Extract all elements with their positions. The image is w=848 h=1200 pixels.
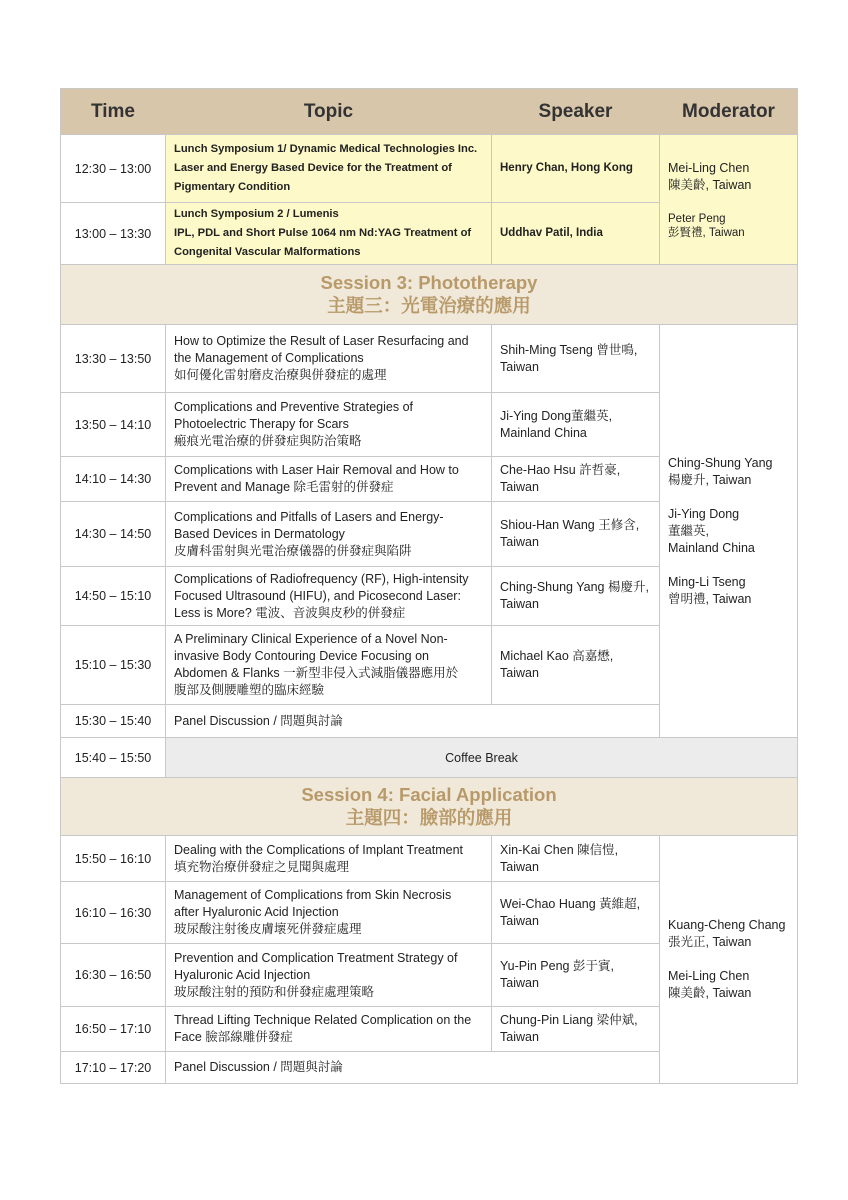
topic-line: Based Devices in Dermatology <box>174 526 345 541</box>
speaker-name: Ji-Ying Dong董繼英, <box>500 408 613 423</box>
header-time: Time <box>61 89 166 135</box>
session-title-zh: 主題四：臉部的應用 <box>345 806 513 828</box>
moderator-name: Ching-Shung Yang <box>668 455 773 470</box>
moderator-name: Kuang-Cheng Chang <box>668 918 786 932</box>
moderator-name: Peter Peng <box>668 212 726 225</box>
topic-cell <box>166 203 492 265</box>
session-title-zh: 主題三：光電治療的應用 <box>327 294 531 316</box>
speaker-cell <box>492 882 660 944</box>
topic-line: A Preliminary Clinical Experience of a Novel Non- <box>174 632 448 646</box>
moderator-name: Mei-Ling Chen <box>668 160 750 175</box>
header-row <box>61 89 798 135</box>
coffee-break-row <box>61 738 798 778</box>
time-cell: 16:10 – 16:30 <box>61 882 166 944</box>
speaker-region: Taiwan <box>500 666 539 680</box>
moderator-cell <box>660 836 798 1084</box>
topic-cell: Panel Discussion / 問題與討論 <box>166 1052 660 1084</box>
moderator-affiliation: 陳美齡, Taiwan <box>668 986 752 1000</box>
topic-line: Hyaluronic Acid Injection <box>174 967 311 982</box>
topic-line: Lunch Symposium 1/ Dynamic Medical Technologies Inc. <box>174 143 478 155</box>
speaker-name: Yu-Pin Peng 彭于賓, <box>500 959 614 973</box>
moderator-affiliation: 彭賢禮, Taiwan <box>668 226 745 239</box>
topic-line: Lunch Symposium 2 / Lumenis <box>174 208 339 220</box>
speaker-name: Xin-Kai Chen 陳信愷, <box>500 842 619 857</box>
topic-line: 玻尿酸注射的預防和併發症處理策略 <box>174 984 375 999</box>
table-row <box>61 325 798 393</box>
session-band <box>61 778 798 836</box>
time-cell: 17:10 – 17:20 <box>61 1052 166 1084</box>
topic-line: Abdomen & Flanks 一新型非侵入式減脂儀器應用於 <box>174 666 459 680</box>
speaker-region: Taiwan <box>500 359 539 374</box>
moderator-entry <box>668 506 789 557</box>
topic-line: the Management of Complications <box>174 351 364 365</box>
topic-line: Dealing with the Complications of Implant Treatment <box>174 842 464 857</box>
table-row <box>61 836 798 882</box>
topic-line: Management of Complications from Skin Necrosis <box>174 888 452 902</box>
topic-line: Face 臉部線雕併發症 <box>174 1030 293 1044</box>
topic-line: Thread Lifting Technique Related Complication on the <box>174 1013 472 1027</box>
speaker-region: Mainland China <box>500 425 587 440</box>
speaker-cell <box>492 1007 660 1052</box>
speaker-name: Shih-Ming Tseng 曾世鳴, <box>500 342 638 357</box>
moderator-affiliation: 張光正, Taiwan <box>668 935 752 949</box>
topic-line: Complications with Laser Hair Removal and How to <box>174 463 459 477</box>
moderator-entry <box>668 917 789 951</box>
topic-cell <box>166 567 492 626</box>
topic-line: Prevent and Manage 除毛雷射的併發症 <box>174 480 394 494</box>
speaker-name: Michael Kao 高嘉懋, <box>500 649 614 663</box>
speaker-name: Che-Hao Hsu 許哲豪, <box>500 463 621 477</box>
moderator-name: Ji-Ying Dong <box>668 506 740 521</box>
topic-cell <box>166 393 492 457</box>
table-row <box>61 135 798 203</box>
topic-cell <box>166 135 492 203</box>
moderator-entry <box>668 455 789 489</box>
schedule-table <box>60 88 798 1084</box>
speaker-name: Shiou-Han Wang 王修含, <box>500 518 640 532</box>
speaker-cell <box>492 393 660 457</box>
topic-line: Focused Ultrasound (HIFU), and Picosecond Laser: <box>174 588 461 603</box>
topic-line: IPL, PDL and Short Pulse 1064 nm Nd:YAG Treatment of <box>174 227 472 239</box>
topic-cell <box>166 1007 492 1052</box>
moderator-affiliation: 董繼英, <box>668 523 709 538</box>
topic-line: How to Optimize the Result of Laser Resurfacing and <box>174 334 469 348</box>
moderator-name: Ming-Li Tseng <box>668 574 746 589</box>
topic-cell <box>166 502 492 567</box>
speaker-name: Chung-Pin Liang 梁仲斌, <box>500 1013 638 1027</box>
header-speaker: Speaker <box>492 89 660 135</box>
time-cell: 13:50 – 14:10 <box>61 393 166 457</box>
speaker-cell <box>492 567 660 626</box>
speaker-cell: Uddhav Patil, India <box>492 203 660 265</box>
speaker-cell <box>492 325 660 393</box>
session-title-en: Session 3: Phototherapy <box>320 271 538 293</box>
topic-line: invasive Body Contouring Device Focusing on <box>174 649 429 663</box>
topic-line: Congenital Vascular Malformations <box>174 246 361 258</box>
time-cell: 13:00 – 13:30 <box>61 203 166 265</box>
header-moderator: Moderator <box>660 89 798 135</box>
speaker-cell <box>492 502 660 567</box>
topic-line: 玻尿酸注射後皮膚壞死併發症處理 <box>174 922 362 936</box>
speaker-region: Taiwan <box>500 976 539 990</box>
moderator-affiliation: 楊慶升, Taiwan <box>668 472 752 487</box>
topic-line: Complications of Radiofrequency (RF), High-intensity <box>174 571 469 586</box>
speaker-cell <box>492 944 660 1007</box>
topic-cell <box>166 626 492 705</box>
time-cell: 15:40 – 15:50 <box>61 738 166 778</box>
time-cell: 15:30 – 15:40 <box>61 705 166 738</box>
speaker-cell: Henry Chan, Hong Kong <box>492 135 660 203</box>
speaker-cell <box>492 836 660 882</box>
topic-line: 皮膚科雷射與光電治療儀器的併發症與陷阱 <box>174 543 412 558</box>
topic-line: Prevention and Complication Treatment Strategy of <box>174 950 458 965</box>
session-title-cell <box>61 778 798 836</box>
header-topic: Topic <box>166 89 492 135</box>
time-cell: 14:10 – 14:30 <box>61 457 166 502</box>
moderator-affiliation: 陳美齡, Taiwan <box>668 177 752 192</box>
moderator-affiliation: 曾明禮, Taiwan <box>668 591 752 606</box>
topic-cell <box>166 882 492 944</box>
speaker-name: Wei-Chao Huang 黃維超, <box>500 896 641 911</box>
topic-line: Complications and Pitfalls of Lasers and Energy- <box>174 509 444 524</box>
topic-cell <box>166 457 492 502</box>
speaker-region: Taiwan <box>500 597 539 611</box>
speaker-region: Taiwan <box>500 1030 539 1044</box>
topic-line: 填充物治療併發症之見聞與處理 <box>174 859 350 874</box>
topic-line: Complications and Preventive Strategies of <box>174 400 414 414</box>
topic-cell <box>166 836 492 882</box>
moderator-entry <box>668 968 789 1002</box>
moderator-name: Mei-Ling Chen <box>668 969 750 983</box>
session-band <box>61 265 798 325</box>
topic-line: Photoelectric Therapy for Scars <box>174 417 349 431</box>
speaker-region: Taiwan <box>500 913 539 928</box>
topic-line: 瘢痕光電治療的併發症與防治策略 <box>174 434 362 448</box>
topic-line: 如何優化雷射磨皮治療與併發症的處理 <box>174 368 387 382</box>
topic-line: 腹部及側腰雕塑的臨床經驗 <box>174 683 325 697</box>
topic-line: Laser and Energy Based Device for the Treatment of <box>174 162 452 174</box>
topic-cell: Panel Discussion / 問題與討論 <box>166 705 660 738</box>
topic-cell <box>166 944 492 1007</box>
time-cell: 16:50 – 17:10 <box>61 1007 166 1052</box>
time-cell: 14:50 – 15:10 <box>61 567 166 626</box>
speaker-region: Taiwan <box>500 859 539 874</box>
topic-line: after Hyaluronic Acid Injection <box>174 905 339 919</box>
topic-line: Less is More? 電波、音波與皮秒的併發症 <box>174 605 406 620</box>
time-cell: 13:30 – 13:50 <box>61 325 166 393</box>
time-cell: 15:10 – 15:30 <box>61 626 166 705</box>
time-cell: 14:30 – 14:50 <box>61 502 166 567</box>
speaker-region: Taiwan <box>500 535 539 549</box>
session-title-cell <box>61 265 798 325</box>
topic-line: Pigmentary Condition <box>174 181 291 193</box>
moderator-entry <box>668 574 789 608</box>
time-cell: 16:30 – 16:50 <box>61 944 166 1007</box>
topic-cell <box>166 325 492 393</box>
moderator-cell <box>660 135 798 265</box>
time-cell: 12:30 – 13:00 <box>61 135 166 203</box>
moderator-affiliation: Mainland China <box>668 540 755 555</box>
coffee-break-label: Coffee Break <box>166 738 798 778</box>
session-title-en: Session 4: Facial Application <box>301 783 557 805</box>
time-cell: 15:50 – 16:10 <box>61 836 166 882</box>
moderator-cell <box>660 325 798 738</box>
speaker-region: Taiwan <box>500 480 539 494</box>
speaker-name: Ching-Shung Yang 楊慶升, <box>500 580 649 594</box>
speaker-cell <box>492 457 660 502</box>
speaker-cell <box>492 626 660 705</box>
